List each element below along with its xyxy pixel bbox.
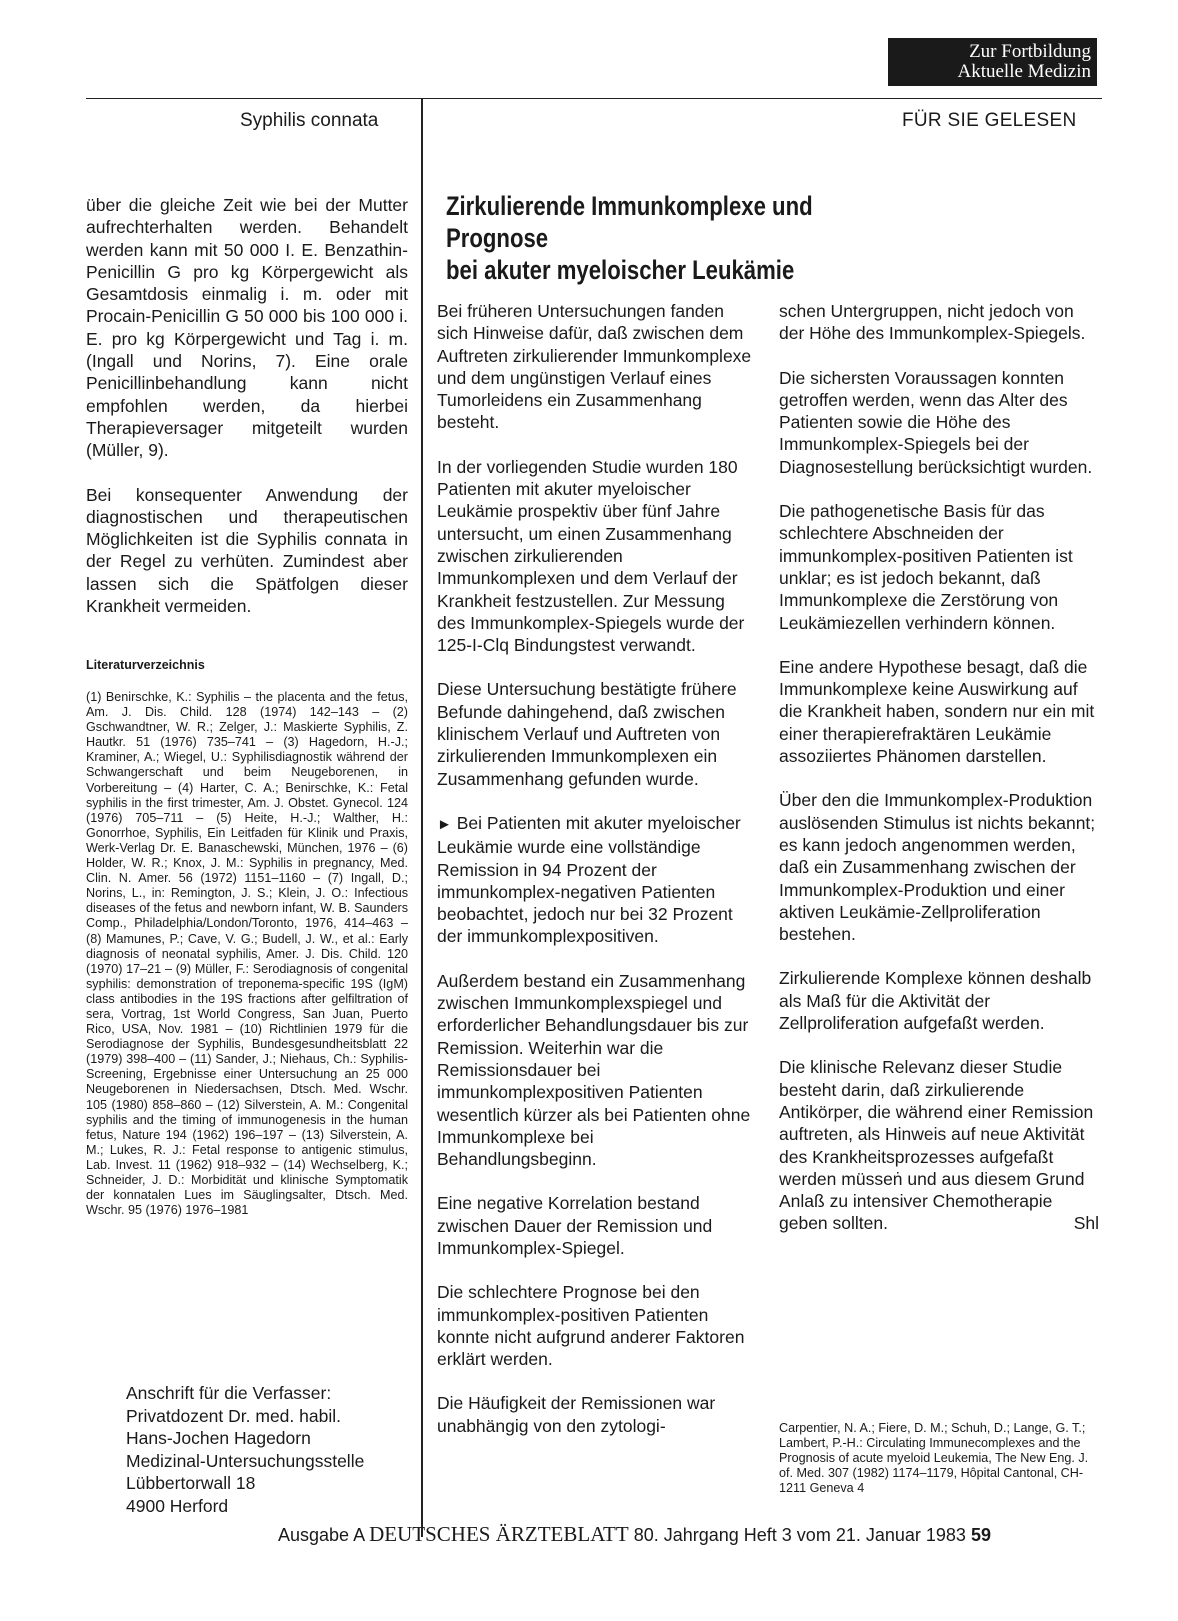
- triangle-marker-icon: ►: [437, 815, 452, 833]
- article-headline: [446, 190, 905, 286]
- article-paragraph: Bei früheren Untersuchungen fanden sich Hinweise dafür, daß zwischen dem Auftreten zirkulierender Immunkomplexe und dem ungünstigen Verlauf eines Tumorleidens ein Zusammenhang besteht.: [437, 301, 752, 433]
- header-rule: [86, 98, 1102, 99]
- section-banner: [888, 38, 1097, 86]
- footer-journal: DEUTSCHES ÄRZTEBLATT: [369, 1522, 629, 1546]
- literature-heading: Literaturverzeichnis: [86, 658, 205, 672]
- headline-line-2: bei akuter myeloischer Leukämie: [446, 255, 795, 285]
- article-paragraph: Zirkulierende Komplexe können deshalb als Maß für die Aktivität der Zellproliferation aufgefaßt werden.: [779, 968, 1092, 1034]
- article-paragraph: Eine negative Korrelation bestand zwischen Dauer der Remission und Immunkomplex-Spiegel.: [437, 1193, 713, 1258]
- literature-list: (1) Benirschke, K.: Syphilis – the placenta and the fetus, Am. J. Dis. Child. 128 (1974) 142–143 – (2) Gschwandtner, W. R.; Zelger, J.: Maskierte Syphilis, Z. Hautkr. 51 (1976) 735–741 – (3) Hagedorn, H.-J.; Kraminer, A.; Wiegel, U.: Syphilisdiagnostik während der Schwangerschaft und beim Neugeborenen, in Vorbereitung – (4) Harter, C. A.; Benirschke, K.: Fetal syphilis in the first trimester, Am. J. Obstet. Gynecol. 124 (1976) 705–711 – (5) Heite, H.-J.; Walther, H.: Gonorrhoe, Syphilis, Ein Leitfaden für Klinik und Praxis, Werk-Verlag Dr. E. Banaschewski, München, 1976 – (6) Holder, W. R.; Knox, J. M.: Syphilis in pregnancy, Med. Clin. N. Amer. 56 (1972) 1151–1160 – (7) Ingall, D.; Norins, L., in: Remington, J. S.; Klein, J. O.: Infectious diseases of the fetus and newborn infant, W. B. Saunders Comp., Philadelphia/London/Toronto, 1976, 414–463 – (8) Mamunes, P.; Cave, V. G.; Budell, J. W., et al.: Early diagnosis of neonatal syphilis, Amer. J. Dis. Child. 120 (1970) 17–21 – (9) Müller, F.: Serodiagnosis of congenital syphilis: demonstration of treponema-specific 19S (IgM) class antibodies in the 19S fractions after gelfiltration of sera, Vortrag, 1st World Congress, San Juan, Puerto Rico, USA, Nov. 1981 – (10) Richtlinien 1979 für die Serodiagnose der Syphilis, Bundesgesundheitsblatt 22 (1979) 398–400 – (11) Sander, J.; Niehaus, Ch.: Syphilis-Screening, Ergebnisse einer Untersuchung an 25 000 Neugeborenen in Niedersachsen, Dtsch. Med. Wschr. 105 (1980) 858–860 – (12) Silverstein, A. M.: Congenital syphilis and the timing of immunogenesis in the human fetus, Nature 194 (1962) 196–197 – (13) Silverstein, A. M.; Lukes, R. J.: Fetal response to antigenic stimulus, Lab. Invest. 11 (1962) 918–932 – (14) Wechselberg, K.; Schneider, J. D.: Morbidität und klinische Symptomatik der konnatalen Lues im Säuglingsalter, Dtsch. Med. Wschr. 95 (1976) 1976–1981: [86, 690, 408, 1218]
- banner-line-2: Aktuelle Medizin: [957, 61, 1091, 82]
- banner-line-1: Zur Fortbildung: [969, 41, 1091, 62]
- article-reference: Carpentier, N. A.; Fiere, D. M.; Schuh, D.; Lange, G. T.; Lambert, P.-H.: Circulating Immunecomplexes and the Prognosis of acute myeloid Leukemia, The New Eng. J. of. Med. 307 (1982) 1174–1179, Hôpital Cantonal, CH-1211 Geneva 4: [779, 1421, 1089, 1496]
- article-paragraph: Über den die Immunkomplex-Produktion auslösenden Stimulus ist nichts bekannt; es kann jedoch angenommen werden, daß ein Zusammenhang zwischen der Immunkomplex-Produktion und einer aktiven Leukämie-Zellproliferation bestehen.: [779, 790, 1096, 945]
- body-paragraph: über die gleiche Zeit wie bei der Mutter aufrechterhalten werden. Behandelt werden kann mit 50 000 I. E. Benzathin-Penicillin G pro kg Körpergewicht als Gesamtdosis einmalig i. m. oder mit Procain-Penicillin G 50 000 bis 100 000 i. E. pro kg Körpergewicht und Tag i. m. (Ingall und Norins, 7). Eine orale Penicillinbehandlung kann nicht empfohlen werden, da hierbei Therapieversager mitgeteilt wurden (Müller, 9).: [86, 195, 408, 461]
- article-paragraph: Die Häufigkeit der Remissionen war unabhängig von den zytologi-: [437, 1393, 716, 1436]
- address-line: 4900 Herford: [126, 1495, 229, 1516]
- headline-line-1: Zirkulierende Immunkomplexe und Prognose: [446, 191, 813, 253]
- address-line: Medizinal-Untersuchungsstelle: [126, 1450, 365, 1471]
- article-paragraph: schen Untergruppen, nicht jedoch von der Höhe des Immunkomplex-Spiegels.: [779, 301, 1086, 344]
- running-head-right: FÜR SIE GELESEN: [902, 110, 1077, 131]
- footer-issue: 80. Jahrgang Heft 3 vom 21. Januar 1983: [633, 1525, 966, 1545]
- address-line: Privatdozent Dr. med. habil.: [126, 1405, 341, 1426]
- page-number: 59: [970, 1525, 991, 1545]
- article-paragraph: Diese Untersuchung bestätigte frühere Befunde dahingehend, daß zwischen klinischem Verlauf und Auftreten von zirkulierenden Immunkomplexen ein Zusammenhang gefunden wurde.: [437, 679, 737, 789]
- article-paragraph: Die sichersten Voraussagen konnten getroffen werden, wenn das Alter des Patienten sowie die Höhe des Immunkomplex-Spiegels bei der Diagnosestellung berücksichtigt wurden.: [779, 367, 1093, 477]
- article-paragraph: Die pathogenetische Basis für das schlechtere Abschneiden der immunkomplex-positiven Patienten ist unklar; es ist jedoch bekannt, daß Immunkomplexe die Zerstörung von Leukämiezellen verhindern können.: [779, 501, 1073, 633]
- article-paragraph: Eine andere Hypothese besagt, daß die Immunkomplexe keine Auswirkung auf die Krankheit haben, sondern nur ein mit einer therapierefraktären Leukämie assoziiertes Phänomen darstellen.: [779, 656, 1095, 767]
- article-paragraph: Außerdem bestand ein Zusammenhang zwischen Immunkomplexspiegel und erforderlicher Behandlungsdauer bis zur Remission. Weiterhin war die Remissionsdauer bei immunkomplexpositiven Patienten wesentlich kürzer als bei Patienten ohne Immunkomplexe bei Behandlungsbeginn.: [437, 970, 751, 1170]
- page-footer: [278, 1522, 991, 1547]
- article-paragraph-text: Die klinische Relevanz dieser Studie besteht darin, daß zirkulierende Antikörper, die während einer Remission auftreten, als Hinweis auf neue Aktivität des Krankheitsprozesses aufgefaßt werden müsseṅ und aus diesem Grund Anlaß zu intensiver Chemotherapie geben sollten.: [779, 1057, 1094, 1234]
- column-divider: [421, 99, 423, 1537]
- article-paragraph: Die schlechtere Prognose bei den immunkomplex-positiven Patienten konnte nicht aufgrund anderer Faktoren erklärt werden.: [437, 1282, 745, 1370]
- author-address: [126, 1382, 364, 1517]
- body-paragraph: Bei konsequenter Anwendung der diagnostischen und therapeutischen Möglichkeiten ist die Syphilis connata in der Regel zu verhüten. Zumindest aber lassen sich die Spätfolgen dieser Krankheit vermeiden.: [86, 484, 408, 617]
- address-line: Hans-Jochen Hagedorn: [126, 1428, 311, 1448]
- article-column-middle: [437, 300, 755, 1459]
- article-paragraph-last: [779, 1056, 1099, 1234]
- article-paragraph-highlight: [437, 812, 755, 948]
- article-paragraph-text: Bei Patienten mit akuter myeloischer Leukämie wurde eine vollständige Remission in 94 Prozent der immunkomplex-negativen Patienten beobachtet, jedoch nur bei 32 Prozent der immunkomplexpositiven.: [437, 812, 741, 947]
- running-head-left: Syphilis connata: [240, 110, 379, 131]
- address-line: Lübbertorwall 18: [126, 1473, 256, 1493]
- author-signature: Shl: [1073, 1213, 1099, 1234]
- left-column: [86, 194, 408, 639]
- article-paragraph: In der vorliegenden Studie wurden 180 Patienten mit akuter myeloischer Leukämie prospektiv über fünf Jahre untersucht, um einen Zusammenhang zwischen zirkulierenden Immunkomplexen und dem Verlauf der Krankheit festzustellen. Zur Messung des Immunkomplex-Spiegels wurde der 125-I-Clq Bindungstest verwandt.: [437, 456, 745, 656]
- footer-edition: Ausgabe A: [278, 1525, 365, 1545]
- address-line: Anschrift für die Verfasser:: [126, 1383, 332, 1403]
- article-column-right: [779, 300, 1099, 1257]
